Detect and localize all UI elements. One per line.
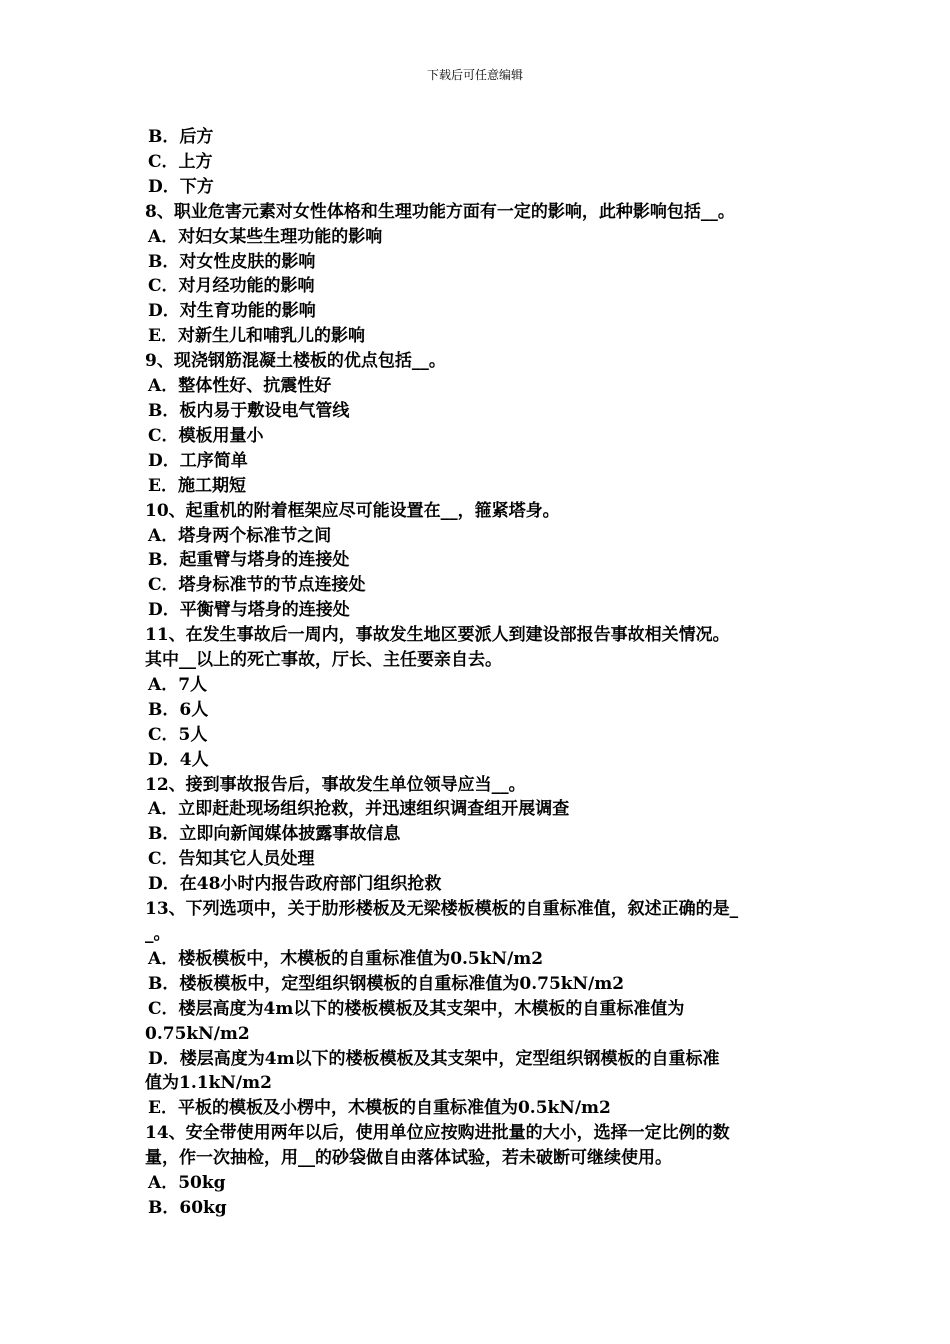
answer-option: A．对妇女某些生理功能的影响 — [148, 226, 383, 247]
question-text: 值为1.1kN/m2 — [145, 1073, 272, 1094]
answer-option: C．上方 — [148, 151, 213, 172]
answer-option: A．立即赶赴现场组织抢救，并迅速组织调查组开展调查 — [148, 799, 570, 820]
question-text: 9、现浇钢筋混凝土楼板的优点包括__。 — [145, 351, 446, 372]
question-text: 12、接到事故报告后，事故发生单位领导应当__。 — [145, 774, 526, 795]
answer-option: B．立即向新闻媒体披露事故信息 — [148, 824, 401, 845]
answer-option: D．平衡臂与塔身的连接处 — [148, 600, 350, 621]
answer-option: D．楼层高度为4m以下的楼板模板及其支架中，定型组织钢模板的自重标准 — [148, 1048, 720, 1069]
answer-option: E．对新生儿和哺乳儿的影响 — [148, 326, 365, 347]
document-body — [145, 125, 807, 1221]
answer-option: A．整体性好、抗震性好 — [148, 376, 332, 397]
answer-option: D．对生育功能的影响 — [148, 301, 316, 322]
answer-option: C．塔身标准节的节点连接处 — [148, 575, 366, 596]
question-text: 10、起重机的附着框架应尽可能设置在__，箍紧塔身。 — [145, 500, 560, 521]
answer-option: C．模板用量小 — [148, 425, 264, 446]
question-text: 13、下列选项中，关于肋形楼板及无梁楼板模板的自重标准值，叙述正确的是_ — [145, 899, 739, 920]
answer-option: E．平板的模板及小楞中，木模板的自重标准值为0.5kN/m2 — [148, 1098, 611, 1119]
question-text: 8、职业危害元素对女性体格和生理功能方面有一定的影响，此种影响包括__。 — [145, 201, 735, 222]
answer-option: D．工序简单 — [148, 450, 248, 471]
answer-option: D．4人 — [148, 749, 209, 770]
answer-option: C．楼层高度为4m以下的楼板模板及其支架中，木模板的自重标准值为 — [148, 998, 685, 1019]
answer-option: B．对女性皮肤的影响 — [148, 251, 316, 272]
answer-option: E．施工期短 — [148, 475, 246, 496]
answer-option: A．楼板模板中，木模板的自重标准值为0.5kN/m2 — [148, 948, 544, 969]
answer-option: B．后方 — [148, 127, 214, 147]
answer-option: B．6人 — [148, 699, 209, 720]
answer-option: B．60kg — [148, 1197, 227, 1218]
answer-option: C．5人 — [148, 724, 208, 745]
answer-option: C．对月经功能的影响 — [148, 276, 315, 297]
question-text: 其中__以上的死亡事故，厅长、主任要亲自去。 — [145, 650, 502, 671]
question-text: 14、安全带使用两年以后，使用单位应按购进批量的大小，选择一定比例的数 — [145, 1123, 730, 1144]
answer-option: B．板内易于敷设电气管线 — [148, 400, 350, 421]
page-header: 下载后可任意编辑 — [426, 68, 523, 82]
question-text: 量，作一次抽检，用__的砂袋做自由落体试验，若未破断可继续使用。 — [145, 1148, 672, 1169]
answer-option: D．下方 — [148, 176, 214, 197]
answer-option: B．起重臂与塔身的连接处 — [148, 550, 350, 571]
question-text: _。 — [145, 924, 171, 944]
answer-option: D．在48小时内报告政府部门组织抢救 — [148, 874, 442, 895]
answer-option: A．塔身两个标准节之间 — [148, 525, 332, 546]
answer-option: A．50kg — [148, 1173, 226, 1194]
answer-option: A．7人 — [148, 674, 208, 695]
answer-option: C．告知其它人员处理 — [148, 849, 315, 870]
question-text: 11、在发生事故后一周内，事故发生地区要派人到建设部报告事故相关情况。 — [145, 625, 730, 646]
answer-option: B．楼板模板中，定型组织钢模板的自重标准值为0.75kN/m2 — [148, 973, 625, 994]
question-text: 0.75kN/m2 — [145, 1023, 250, 1044]
